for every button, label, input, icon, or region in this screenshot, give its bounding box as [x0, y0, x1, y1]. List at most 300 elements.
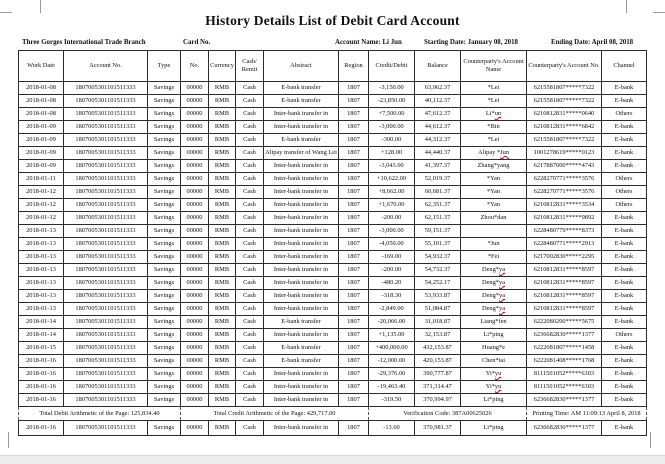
table-header — [19, 51, 647, 82]
cell-balance: 62,151.37 — [415, 212, 461, 225]
cell-type: Savings — [148, 290, 181, 303]
cell-channel: E-bank — [602, 238, 647, 251]
cell-no: 00000 — [181, 394, 209, 407]
cell-currency: RMB — [209, 368, 236, 381]
cell-region: 1807 — [339, 186, 369, 199]
cell-account-no: 1807005301101511333 — [64, 342, 148, 355]
cell-cash-remit: Cash — [236, 316, 264, 329]
spellcheck-wavy-underline: Jun — [500, 149, 510, 157]
cell-type: Savings — [148, 147, 181, 160]
cell-counterparty-account-no: 6228270771*****3576 — [527, 173, 602, 186]
verification-code: Verification Code: 387A00625026 — [369, 407, 527, 421]
cell-currency: RMB — [209, 134, 236, 147]
cell-channel: E-bank — [602, 381, 647, 394]
cell-account-no: 1807005301101511333 — [64, 238, 148, 251]
cell-counterparty-account-name: *Lei — [461, 95, 527, 108]
cell-work-date: 2018-01-08 — [19, 108, 64, 121]
cell-cash-remit: Cash — [236, 355, 264, 368]
cell-account-no: 1807005301101511333 — [64, 212, 148, 225]
cell-type: Savings — [148, 251, 181, 264]
cell-counterparty-account-name: *Yan — [461, 186, 527, 199]
cell-abstract: Inter-bank transfer in — [264, 186, 339, 199]
column-header-credit-debit: Credit/Debit — [369, 51, 415, 82]
cell-region: 1807 — [339, 160, 369, 173]
crop-mark-bottom-right — [650, 432, 651, 448]
cell-abstract: E-bank transfer — [264, 316, 339, 329]
cell-counterparty-account-no: 6236682830*****1377 — [527, 329, 602, 342]
cell-type: Savings — [148, 303, 181, 316]
cell-credit-debit: -29,376.00 — [369, 368, 415, 381]
cell-counterparty-account-no: 6217002830*****2295 — [527, 251, 602, 264]
cell-balance: 40,112.37 — [415, 95, 461, 108]
cell-currency: RMB — [209, 199, 236, 212]
cell-region: 1807 — [339, 121, 369, 134]
cell-abstract: E-bank transfer — [264, 82, 339, 95]
cell-abstract: Inter-bank transfer in — [264, 251, 339, 264]
cell-channel: E-bank — [602, 316, 647, 329]
cell-channel: E-bank — [602, 82, 647, 95]
cell-balance: 63,962.37 — [415, 82, 461, 95]
crop-mark-top-left — [40, 0, 41, 13]
column-header-no: No. — [181, 51, 209, 82]
cell-credit-debit: +1,135.00 — [369, 329, 415, 342]
column-header-type: Type — [148, 51, 181, 82]
cell-credit-debit: -169.00 — [369, 251, 415, 264]
table-row — [19, 95, 647, 108]
cell-type: Savings — [148, 329, 181, 342]
cell-cash-remit: Cash — [236, 277, 264, 290]
cell-type: Savings — [148, 238, 181, 251]
cell-currency: RMB — [209, 277, 236, 290]
cell-cash-remit: Cash — [236, 264, 264, 277]
cell-channel: E-bank — [602, 290, 647, 303]
cell-no: 00000 — [181, 381, 209, 394]
cell-credit-debit: -4,050.00 — [369, 238, 415, 251]
cell-work-date: 2018-01-09 — [19, 134, 64, 147]
cell-no: 00000 — [181, 238, 209, 251]
cell-no: 00000 — [181, 199, 209, 212]
column-header-channel: Channel — [602, 51, 647, 82]
cell-channel: E-bank — [602, 264, 647, 277]
cell-currency: RMB — [209, 95, 236, 108]
cell-credit-debit: -319.50 — [369, 394, 415, 407]
page-title: History Details List of Debit Card Account — [205, 13, 460, 28]
cell-no: 00000 — [181, 173, 209, 186]
cell-counterparty-account-no: 6236682830*****1377 — [527, 421, 602, 436]
cell-channel: Others — [602, 186, 647, 199]
cell-balance: 370,994.97 — [415, 394, 461, 407]
cell-cash-remit: Cash — [236, 147, 264, 160]
column-header-abstract: Abstract — [264, 51, 339, 82]
cell-region: 1807 — [339, 108, 369, 121]
column-header-region: Region — [339, 51, 369, 82]
cell-credit-debit: -13.60 — [369, 421, 415, 436]
cell-counterparty-account-no: 6228270771*****3576 — [527, 186, 602, 199]
cell-channel: E-bank — [602, 95, 647, 108]
cell-account-no: 1807005301101511333 — [64, 108, 148, 121]
table-row — [19, 199, 647, 212]
cell-region: 1807 — [339, 342, 369, 355]
cell-counterparty-account-no: 6210812831*****8597 — [527, 277, 602, 290]
starting-date: Starting Date: January 08, 2018 — [424, 39, 518, 46]
cell-counterparty-account-no: 8111501052*****6303 — [527, 368, 602, 381]
cell-credit-debit: -3,043.00 — [369, 160, 415, 173]
cell-cash-remit: Cash — [236, 199, 264, 212]
cell-balance: 390,777.87 — [415, 368, 461, 381]
cell-currency: RMB — [209, 264, 236, 277]
cell-no: 00000 — [181, 316, 209, 329]
cell-region: 1807 — [339, 368, 369, 381]
cell-work-date: 2018-01-13 — [19, 264, 64, 277]
cell-currency: RMB — [209, 421, 236, 436]
spellcheck-wavy-underline: yu — [494, 370, 502, 378]
cell-region: 1807 — [339, 238, 369, 251]
cell-credit-debit: -200.00 — [369, 264, 415, 277]
page-totals-row — [19, 407, 647, 421]
cell-counterparty-account-no: 6222081408*****1768 — [527, 355, 602, 368]
cell-account-no: 1807005301101511333 — [64, 329, 148, 342]
cell-counterparty-account-no: 6210812831*****8597 — [527, 264, 602, 277]
table-row — [19, 251, 647, 264]
cell-channel: E-bank — [602, 225, 647, 238]
cell-counterparty-account-name: Yi*yu — [461, 381, 527, 394]
cell-balance: 370,981.37 — [415, 421, 461, 436]
cell-cash-remit: Cash — [236, 108, 264, 121]
cell-cash-remit: Cash — [236, 303, 264, 316]
cell-counterparty-account-name: Li*ping — [461, 421, 527, 436]
spellcheck-wavy-underline: un — [494, 110, 502, 118]
cell-channel: Others — [602, 173, 647, 186]
cell-counterparty-account-name: Zhang*yang — [461, 160, 527, 173]
cell-balance: 54,732.37 — [415, 264, 461, 277]
cell-credit-debit: -23,850.00 — [369, 95, 415, 108]
cell-channel: E-bank — [602, 160, 647, 173]
table-row — [19, 134, 647, 147]
cell-balance: 54,252.17 — [415, 277, 461, 290]
cell-abstract: Inter-bank transfer in — [264, 173, 339, 186]
cell-region: 1807 — [339, 212, 369, 225]
cell-work-date: 2018-01-13 — [19, 225, 64, 238]
total-debit: Total Debit Arithmetic of the Page: 125,834.40 — [19, 407, 181, 421]
spellcheck-wavy-underline: ya — [499, 266, 506, 274]
cell-currency: RMB — [209, 251, 236, 264]
cell-credit-debit: +10,622.00 — [369, 173, 415, 186]
printing-time: Printing Time: AM 11:09:13 April 8, 2018 — [527, 407, 647, 421]
column-header-work-date: Work Date — [19, 51, 64, 82]
cell-region: 1807 — [339, 95, 369, 108]
cell-credit-debit: -19,463.40 — [369, 381, 415, 394]
column-header-counterparty-account-name: Counterparty's Account Name — [461, 51, 527, 82]
table-body — [19, 82, 647, 436]
cell-counterparty-account-no: 6215581807*****7322 — [527, 82, 602, 95]
cell-no: 00000 — [181, 264, 209, 277]
cell-balance: 60,681.37 — [415, 186, 461, 199]
cell-currency: RMB — [209, 121, 236, 134]
cell-counterparty-account-no: 6210812831*****8597 — [527, 303, 602, 316]
cell-counterparty-account-name: *Jun — [461, 238, 527, 251]
cell-currency: RMB — [209, 82, 236, 95]
cell-abstract: Inter-bank transfer in — [264, 394, 339, 407]
cell-cash-remit: Cash — [236, 134, 264, 147]
table-row — [19, 264, 647, 277]
cell-no: 00000 — [181, 134, 209, 147]
cell-account-no: 1807005301101511333 — [64, 290, 148, 303]
cell-type: Savings — [148, 264, 181, 277]
cell-counterparty-account-name: Zhou*dan — [461, 212, 527, 225]
cell-credit-debit: -318.30 — [369, 290, 415, 303]
cell-channel: E-bank — [602, 134, 647, 147]
table-row — [19, 316, 647, 329]
cell-region: 1807 — [339, 225, 369, 238]
debit-card-history-table — [18, 50, 647, 436]
table-row — [19, 238, 647, 251]
cell-abstract: E-bank transfer — [264, 95, 339, 108]
cell-account-no: 1807005301101511333 — [64, 421, 148, 436]
crop-mark-bottom-left — [8, 432, 9, 448]
cell-counterparty-account-no: 6222080200*****5675 — [527, 316, 602, 329]
cell-currency: RMB — [209, 108, 236, 121]
cell-work-date: 2018-01-13 — [19, 251, 64, 264]
cell-work-date: 2018-01-16 — [19, 355, 64, 368]
cell-channel: E-bank — [602, 147, 647, 160]
cell-work-date: 2018-01-09 — [19, 160, 64, 173]
table-row — [19, 212, 647, 225]
cell-region: 1807 — [339, 303, 369, 316]
cell-credit-debit: -2,849.00 — [369, 303, 415, 316]
cell-channel: E-bank — [602, 121, 647, 134]
cell-channel: E-bank — [602, 212, 647, 225]
cell-counterparty-account-no: 6228480779*****8373 — [527, 225, 602, 238]
cell-abstract: Inter-bank transfer in — [264, 225, 339, 238]
cell-abstract: E-bank transfer — [264, 355, 339, 368]
cell-region: 1807 — [339, 277, 369, 290]
cell-balance: 62,351.37 — [415, 199, 461, 212]
cell-credit-debit: +1,670.00 — [369, 199, 415, 212]
cell-credit-debit: +7,500.00 — [369, 108, 415, 121]
cell-type: Savings — [148, 82, 181, 95]
table-row — [19, 160, 647, 173]
cell-currency: RMB — [209, 355, 236, 368]
cell-abstract: Inter-bank transfer in — [264, 199, 339, 212]
cell-account-no: 1807005301101511333 — [64, 134, 148, 147]
ending-date: Ending Date: April 08, 2018 — [551, 39, 634, 46]
cell-no: 00000 — [181, 225, 209, 238]
cell-counterparty-account-no: 6210812831*****9892 — [527, 212, 602, 225]
cell-credit-debit: +8,662.00 — [369, 186, 415, 199]
cell-balance: 432,153.87 — [415, 342, 461, 355]
cell-region: 1807 — [339, 355, 369, 368]
cell-cash-remit: Cash — [236, 212, 264, 225]
cell-balance: 52,019.37 — [415, 173, 461, 186]
cell-counterparty-account-name: *Yan — [461, 199, 527, 212]
cell-currency: RMB — [209, 147, 236, 160]
cell-cash-remit: Cash — [236, 160, 264, 173]
cell-work-date: 2018-01-08 — [19, 95, 64, 108]
cell-region: 1807 — [339, 251, 369, 264]
cell-region: 1807 — [339, 290, 369, 303]
cell-balance: 420,153.87 — [415, 355, 461, 368]
cell-currency: RMB — [209, 329, 236, 342]
cell-no: 00000 — [181, 303, 209, 316]
spellcheck-wavy-underline: yu — [494, 383, 502, 391]
cell-work-date: 2018-01-08 — [19, 82, 64, 95]
cell-type: Savings — [148, 355, 181, 368]
cell-credit-debit: -300.00 — [369, 134, 415, 147]
cell-currency: RMB — [209, 342, 236, 355]
cell-balance: 51,084.87 — [415, 303, 461, 316]
cell-counterparty-account-name: Deng*ya — [461, 290, 527, 303]
cell-channel: Others — [602, 108, 647, 121]
cell-region: 1807 — [339, 173, 369, 186]
table-row — [19, 290, 647, 303]
cell-work-date: 2018-01-13 — [19, 303, 64, 316]
cell-counterparty-account-name: *Lei — [461, 134, 527, 147]
cell-counterparty-account-name: Deng*ya — [461, 277, 527, 290]
cell-cash-remit: Cash — [236, 290, 264, 303]
cell-region: 1807 — [339, 381, 369, 394]
cell-cash-remit: Cash — [236, 381, 264, 394]
cell-counterparty-account-no: 6222081807*****1458 — [527, 342, 602, 355]
cell-balance: 44,440.37 — [415, 147, 461, 160]
table-row — [19, 303, 647, 316]
cell-no: 00000 — [181, 355, 209, 368]
cell-cash-remit: Cash — [236, 421, 264, 436]
cell-work-date: 2018-01-12 — [19, 186, 64, 199]
cell-type: Savings — [148, 225, 181, 238]
table-row — [19, 147, 647, 160]
spellcheck-wavy-underline: ya — [499, 305, 506, 313]
cell-cash-remit: Cash — [236, 121, 264, 134]
cell-abstract: Inter-bank transfer in — [264, 264, 339, 277]
cell-counterparty-account-name: *Bin — [461, 121, 527, 134]
cell-account-no: 1807005301101511333 — [64, 394, 148, 407]
cell-counterparty-account-name: *Yan — [461, 173, 527, 186]
cell-no: 00000 — [181, 147, 209, 160]
cell-work-date: 2018-01-13 — [19, 277, 64, 290]
cell-channel: E-bank — [602, 342, 647, 355]
cell-credit-debit: -200.00 — [369, 212, 415, 225]
cell-counterparty-account-no: 6215581807*****7322 — [527, 134, 602, 147]
cell-counterparty-account-name: Li*un — [461, 108, 527, 121]
table-row — [19, 108, 647, 121]
cell-abstract: Inter-bank transfer in — [264, 421, 339, 436]
cell-work-date: 2018-01-16 — [19, 381, 64, 394]
cell-channel: E-bank — [602, 355, 647, 368]
cell-abstract: Inter-bank transfer in — [264, 121, 339, 134]
cell-abstract: Inter-bank transfer in — [264, 381, 339, 394]
cell-work-date: 2018-01-12 — [19, 199, 64, 212]
cell-no: 00000 — [181, 121, 209, 134]
cell-region: 1807 — [339, 316, 369, 329]
cell-account-no: 1807005301101511333 — [64, 251, 148, 264]
cell-no: 00000 — [181, 290, 209, 303]
cell-account-no: 1807005301101511333 — [64, 199, 148, 212]
cell-abstract: Inter-bank transfer in — [264, 212, 339, 225]
cell-counterparty-account-name: Li*ping — [461, 394, 527, 407]
cell-counterparty-account-no: 8111501052*****6303 — [527, 381, 602, 394]
cell-channel: E-bank — [602, 277, 647, 290]
cell-cash-remit: Cash — [236, 342, 264, 355]
cell-no: 00000 — [181, 277, 209, 290]
cell-type: Savings — [148, 173, 181, 186]
table-row — [19, 277, 647, 290]
cell-no: 00000 — [181, 329, 209, 342]
cell-counterparty-account-name: Huang*e — [461, 342, 527, 355]
cell-work-date: 2018-01-15 — [19, 342, 64, 355]
cell-counterparty-account-no: 6217887000*****4743 — [527, 160, 602, 173]
table-row — [19, 173, 647, 186]
cell-currency: RMB — [209, 225, 236, 238]
cell-no: 00000 — [181, 95, 209, 108]
cell-counterparty-account-name: Liang*fen — [461, 316, 527, 329]
cell-account-no: 1807005301101511333 — [64, 277, 148, 290]
cell-account-no: 1807005301101511333 — [64, 381, 148, 394]
cell-balance: 41,397.37 — [415, 160, 461, 173]
cell-type: Savings — [148, 381, 181, 394]
table-row — [19, 121, 647, 134]
column-header-account-no: Account No. — [64, 51, 148, 82]
cell-work-date: 2018-01-14 — [19, 316, 64, 329]
cell-currency: RMB — [209, 381, 236, 394]
cell-no: 00000 — [181, 368, 209, 381]
cell-work-date: 2018-01-13 — [19, 238, 64, 251]
cell-account-no: 1807005301101511333 — [64, 160, 148, 173]
cell-currency: RMB — [209, 290, 236, 303]
spellcheck-wavy-underline: ya — [499, 292, 506, 300]
cell-counterparty-account-name: *Lei — [461, 82, 527, 95]
table-row — [19, 394, 647, 407]
cell-counterparty-account-no: 6215581807*****7322 — [527, 95, 602, 108]
cell-cash-remit: Cash — [236, 95, 264, 108]
cell-region: 1807 — [339, 134, 369, 147]
cell-region: 1807 — [339, 147, 369, 160]
cell-account-no: 1807005301101511333 — [64, 368, 148, 381]
cell-region: 1807 — [339, 421, 369, 436]
cell-type: Savings — [148, 108, 181, 121]
branch-name: Three Gorges International Trade Branch — [22, 39, 146, 46]
table-row — [19, 225, 647, 238]
cell-channel: E-bank — [602, 303, 647, 316]
cell-credit-debit: +400,000.00 — [369, 342, 415, 355]
cell-account-no: 1807005301101511333 — [64, 173, 148, 186]
cell-type: Savings — [148, 186, 181, 199]
cell-cash-remit: Cash — [236, 329, 264, 342]
cell-abstract: Inter-bank transfer in — [264, 368, 339, 381]
cell-account-no: 1807005301101511333 — [64, 147, 148, 160]
cell-account-no: 1807005301101511333 — [64, 82, 148, 95]
cell-abstract: Alipay transfer of Wang Lei — [264, 147, 339, 160]
cell-cash-remit: Cash — [236, 186, 264, 199]
cell-account-no: 1807005301101511333 — [64, 121, 148, 134]
cell-channel: E-bank — [602, 368, 647, 381]
cell-credit-debit: -3,150.00 — [369, 82, 415, 95]
table-row — [19, 329, 647, 342]
cell-work-date: 2018-01-16 — [19, 394, 64, 407]
cell-channel: Others — [602, 329, 647, 342]
cell-type: Savings — [148, 342, 181, 355]
column-header-counterparty-account-no: Counterparty's Account No. — [527, 51, 602, 82]
cell-counterparty-account-no: 6210812831*****0640 — [527, 108, 602, 121]
cell-currency: RMB — [209, 186, 236, 199]
cell-balance: 59,151.37 — [415, 225, 461, 238]
cell-cash-remit: Cash — [236, 173, 264, 186]
cell-region: 1807 — [339, 82, 369, 95]
cell-credit-debit: -12,000.00 — [369, 355, 415, 368]
cell-work-date: 2018-01-12 — [19, 212, 64, 225]
cell-no: 00000 — [181, 251, 209, 264]
cell-credit-debit: -20,066.00 — [369, 316, 415, 329]
cell-balance: 44,312.37 — [415, 134, 461, 147]
